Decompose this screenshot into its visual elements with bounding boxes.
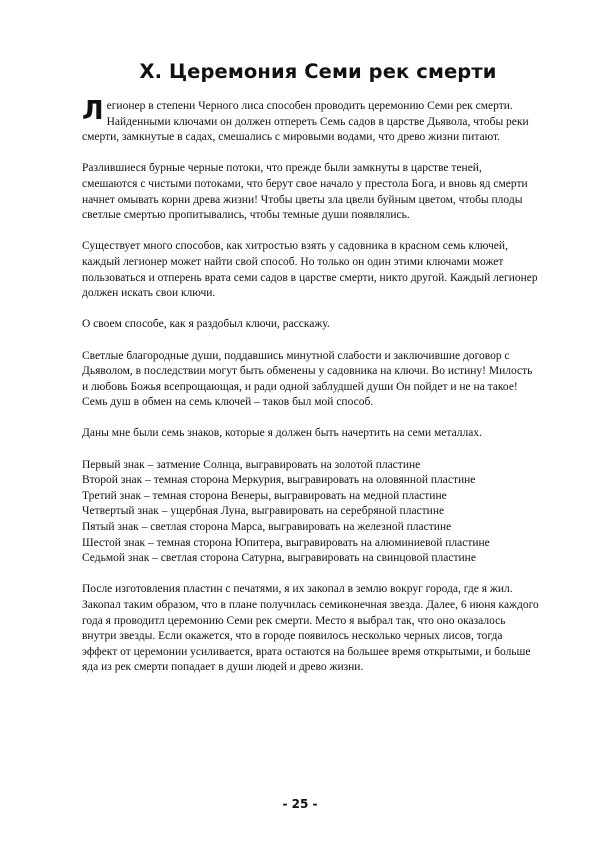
intro-first-line: егионер в степени Черного лиса способен проводить церемонию Семи рек смерти.: [106, 100, 513, 112]
chapter-title: X. Церемония Семи рек смерти: [139, 60, 497, 83]
sign-item: Первый знак – затмение Солнца, выгравировать на золотой пластине: [82, 458, 421, 471]
sign-item: Пятый знак – светлая сторона Марса, выгравировать на железной пластине: [82, 521, 452, 534]
sign-item: Второй знак – темная сторона Меркурия, выгравировать на оловянной пластине: [82, 474, 476, 487]
paragraph-signs-intro: Даны мне были семь знаков, которые я должен быть начертить на семи металлах.: [82, 427, 482, 440]
paragraph-souls: Светлые благородные души, поддавшись минутной слабости и заключившие договор с Дьяволом, в последствии могут быть обменены у садовника на ключи. Во истину! Милость и любовь Божья всепрощающая, и ради одной заблудшей души Он пойдет и не на такое! Семь душ в обмен на семь ключей – таков был мой способ.: [82, 349, 533, 409]
sign-item: Седьмой знак – светлая сторона Сатурна, выгравировать на свинцовой пластине: [82, 552, 476, 565]
drop-cap: Л: [82, 96, 104, 126]
paragraph-rivers: Разлившиеся бурные черные потоки, что прежде были замкнуты в царстве теней, смешаются с чистыми потоками, что берут свое начало у престола Бога, и вновь яд смерти начнет омывать корни древа жизни! Чтобы цветы зла цвели буйным цветом, чтобы плоды светлые смертью пропитывались, чтобы темные души появлялись.: [82, 162, 528, 222]
signs-list: [82, 458, 540, 567]
sign-item: Третий знак – темная сторона Венеры, выгравировать на медной пластине: [82, 489, 447, 502]
paragraph-ways: Существует много способов, как хитростью взять у садовника в красном семь ключей, каждый легионер может найти свой способ. Но только он один этими ключами может пользоваться и отперень врата семи садов в царстве смерти, никто другой. Каждый легионер должен искать свои ключи.: [82, 240, 538, 300]
intro-continuation: Найденными ключами он должен отпереть Семь садов в царстве Дьявола, чтобы реки смерти, замкнутые в садах, смешались с мировыми водами, что древо жизни питают.: [82, 115, 529, 144]
sign-item: Четвертый знак – ущербная Луна, выгравировать на серебряной пластине: [82, 505, 445, 518]
page-number: - 25 -: [282, 797, 318, 811]
body-text: [82, 96, 540, 692]
intro-paragraph: [82, 96, 540, 126]
paragraph-my-way: О своем способе, как я раздобыл ключи, расскажу.: [82, 318, 330, 331]
sign-item: Шестой знак – темная сторона Юпитера, выгравировать на алюминиевой пластине: [82, 536, 490, 549]
closing-paragraph: После изготовления пластин с печатями, я их закопал в землю вокруг города, где я жил. Закопал таким образом, что в плане получилась семиконечная звезда. Далее, 6 июня каждого года я проводитл церемонию Семи рек смерти. Место я выбрал так, что оно оказалось внутри звезды. Если окажется, что в городе появилось несколько черных лисов, тогда эффект от церемонии усиливается, врата остаются на большее время открытыми, и больше яда из рек смерти попадает в души людей и древо жизни.: [82, 583, 539, 674]
